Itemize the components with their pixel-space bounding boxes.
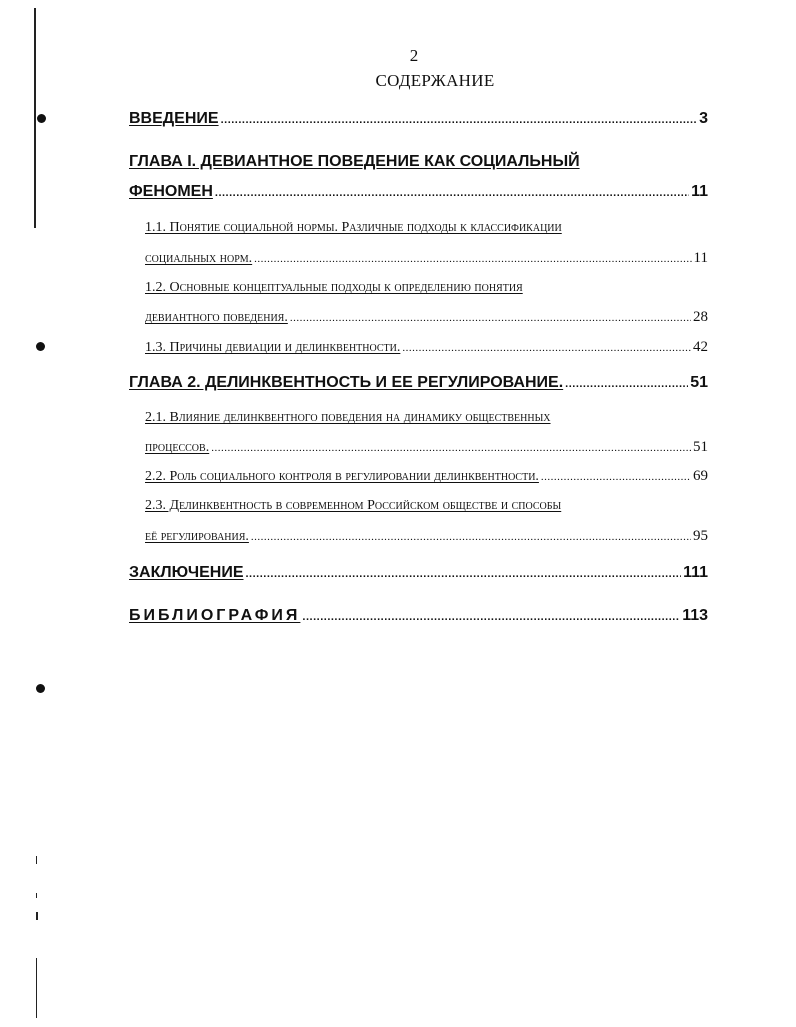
toc-entry-label: ГЛАВА 2. ДЕЛИНКВЕНТНОСТЬ И ЕЕ РЕГУЛИРОВАНИЕ.	[129, 374, 564, 391]
toc-entry-1-2[interactable]	[145, 309, 708, 326]
page-title: СОДЕРЖАНИЕ	[375, 71, 495, 90]
dot-leader	[215, 187, 689, 199]
dot-leader	[402, 342, 691, 354]
toc-entry-label: ЗАКЛЮЧЕНИЕ	[129, 564, 244, 581]
toc-page-number: 28	[693, 309, 708, 325]
scan-margin-line	[36, 958, 37, 1018]
toc-entry-2-2[interactable]	[145, 468, 708, 485]
toc-page-number: 51	[693, 439, 708, 455]
toc-entry-label: БИБЛИОГРАФИЯ	[129, 607, 301, 624]
toc-entry-label: ФЕНОМЕН	[129, 183, 213, 200]
toc-page-number: 113	[682, 607, 708, 624]
toc-entry-2-3-title[interactable]: 2.3. Делинквентность в современном Российском обществе и способы	[145, 498, 562, 513]
toc-entry-2-1-title[interactable]: 2.1. Влияние делинквентного поведения на динамику общественных	[145, 410, 551, 425]
scan-mark	[36, 856, 37, 864]
toc-entry-label: процессов.	[145, 440, 210, 455]
scan-mark	[36, 912, 38, 920]
toc-entry-1-2-title[interactable]: 1.2. Основные концептуальные подходы к определению понятия	[145, 280, 523, 295]
toc-entry-label: 2.2. Роль социального контроля в регулировании делинквентности.	[145, 469, 539, 484]
toc-entry-1-1-title[interactable]: 1.1. Понятие социальной нормы. Различные подходы к классификации	[145, 220, 562, 235]
toc-page-number: 11	[693, 250, 708, 266]
dot-leader	[211, 442, 691, 454]
toc-entry-label: девиантного поведения.	[145, 310, 288, 325]
toc-page-number: 3	[699, 110, 708, 127]
dot-leader	[221, 114, 698, 126]
dot-leader	[246, 568, 682, 580]
dot-leader	[290, 312, 691, 324]
toc-entry-bibliography[interactable]	[129, 607, 708, 625]
toc-entry-2-1[interactable]	[145, 439, 708, 456]
scan-margin-line	[34, 8, 36, 228]
toc-page-number: 69	[693, 468, 708, 484]
dot-leader	[565, 378, 688, 390]
binder-hole-icon	[36, 342, 45, 351]
toc-entry-label: ВВЕДЕНИЕ	[129, 110, 219, 127]
dot-leader	[251, 531, 691, 543]
toc-entry-label: 1.3. Причины девиации и делинквентности.	[145, 340, 401, 355]
toc-page-number: 95	[693, 528, 708, 544]
toc-entry-2-3[interactable]	[145, 528, 708, 545]
dot-leader	[541, 471, 691, 483]
toc-entry-chapter-2[interactable]	[129, 374, 708, 392]
toc-entry-chapter-1[interactable]	[129, 183, 708, 201]
toc-page-number: 11	[691, 183, 708, 200]
page-number: 2	[409, 46, 419, 65]
toc-entry-label: социальных норм.	[145, 251, 253, 266]
toc-entry-1-1[interactable]	[145, 250, 708, 267]
toc-entry-conclusion[interactable]	[129, 564, 708, 582]
toc-page-number: 51	[690, 374, 708, 391]
toc-entry-1-3[interactable]	[145, 339, 708, 356]
toc-page-number: 111	[683, 564, 708, 581]
dot-leader	[302, 611, 680, 623]
scan-mark	[36, 893, 37, 898]
toc-entry-chapter-1-title[interactable]: ГЛАВА I. ДЕВИАНТНОЕ ПОВЕДЕНИЕ КАК СОЦИАЛЬНЫЙ	[129, 153, 580, 170]
toc-entry-label: её регулирования.	[145, 529, 249, 544]
binder-hole-icon	[36, 684, 45, 693]
toc-page-number: 42	[693, 339, 708, 355]
dot-leader	[254, 253, 691, 265]
binder-hole-icon	[37, 114, 46, 123]
toc-entry-intro[interactable]	[129, 110, 708, 128]
